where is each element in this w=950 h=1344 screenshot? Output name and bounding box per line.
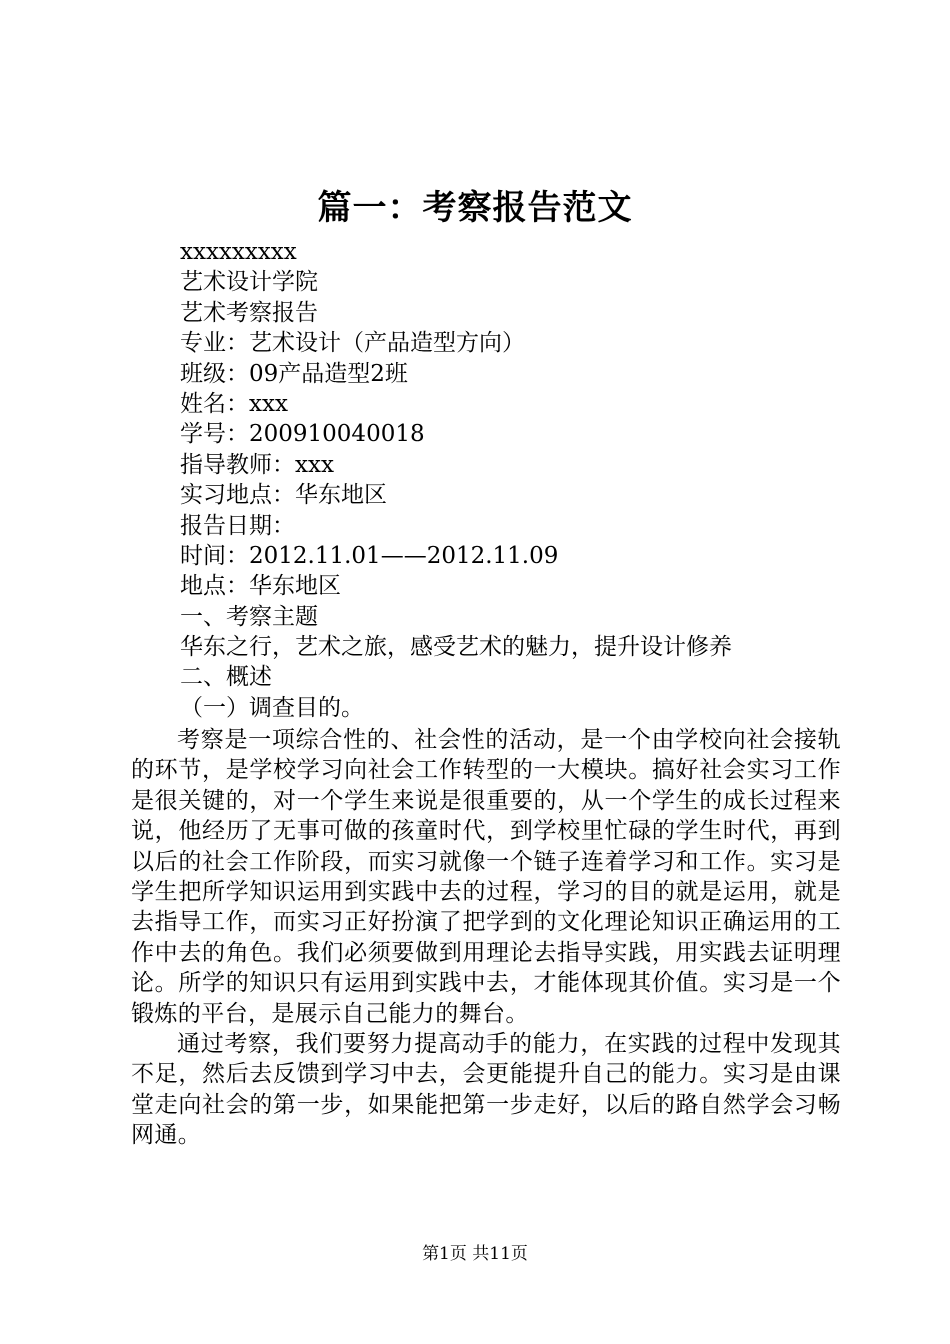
paragraph-purpose: 考察是一项综合性的、社会性的活动，是一个由学校向社会接轨的环节，是学校学习向社会工作转型的一大模块。搞好社会实习工作是很关键的，对一个学生来说是很重要的，从一个学生的成长过程来说，他经历了无事可做的孩童时代，到学校里忙碌的学生时代，再到以后的社会工作阶段，而实习就像一个链子连着学习和工作。实习是学生把所学知识运用到实践中去的过程，学习的目的就是运用，就是去指导工作，而实习正好扮演了把学到的文化理论知识正确运用的工作中去的角色。我们必须要做到用理论去指导实践，用实践去证明理论。所学的知识只有运用到实践中去，才能体现其价值。实习是一个锻炼的平台，是展示自己能力的舞台。 xyxy=(131,727,841,1027)
internship-location-line: 实习地点：华东地区 xyxy=(180,482,387,509)
major-line: 专业：艺术设计（产品造型方向） xyxy=(180,330,525,357)
name-line: 姓名：xxx xyxy=(180,390,288,417)
school-code: xxxxxxxxx xyxy=(180,239,297,265)
student-id-line: 学号：200910040018 xyxy=(180,421,425,448)
report-date-line: 报告日期： xyxy=(180,512,295,539)
place-line: 地点：华东地区 xyxy=(180,573,341,600)
section-heading-overview: 二、概述 xyxy=(180,664,272,691)
page-footer: 第1页 共11页 xyxy=(422,1244,528,1264)
header-info-block xyxy=(180,237,840,723)
topic-text: 华东之行，艺术之旅，感受艺术的魅力，提升设计修养 xyxy=(180,634,732,661)
subsection-heading-purpose: （一）调查目的。 xyxy=(180,694,364,721)
section-heading-topic: 一、考察主题 xyxy=(180,603,318,630)
advisor-line: 指导教师：xxx xyxy=(180,451,334,478)
report-type: 艺术考察报告 xyxy=(180,299,318,326)
class-line: 班级：09产品造型2班 xyxy=(180,360,408,387)
document-title: 篇一：考察报告范文 xyxy=(317,188,633,228)
college-name: 艺术设计学院 xyxy=(180,269,318,296)
time-line: 时间：2012.11.01——2012.11.09 xyxy=(180,542,559,569)
paragraph-goal: 通过考察，我们要努力提高动手的能力，在实践的过程中发现其不足，然后去反馈到学习中去，会更能提升自己的能力。实习是由课堂走向社会的第一步，如果能把第一步走好，以后的路自然学会习畅网通。 xyxy=(131,1031,841,1149)
body-paragraphs xyxy=(131,725,841,1151)
